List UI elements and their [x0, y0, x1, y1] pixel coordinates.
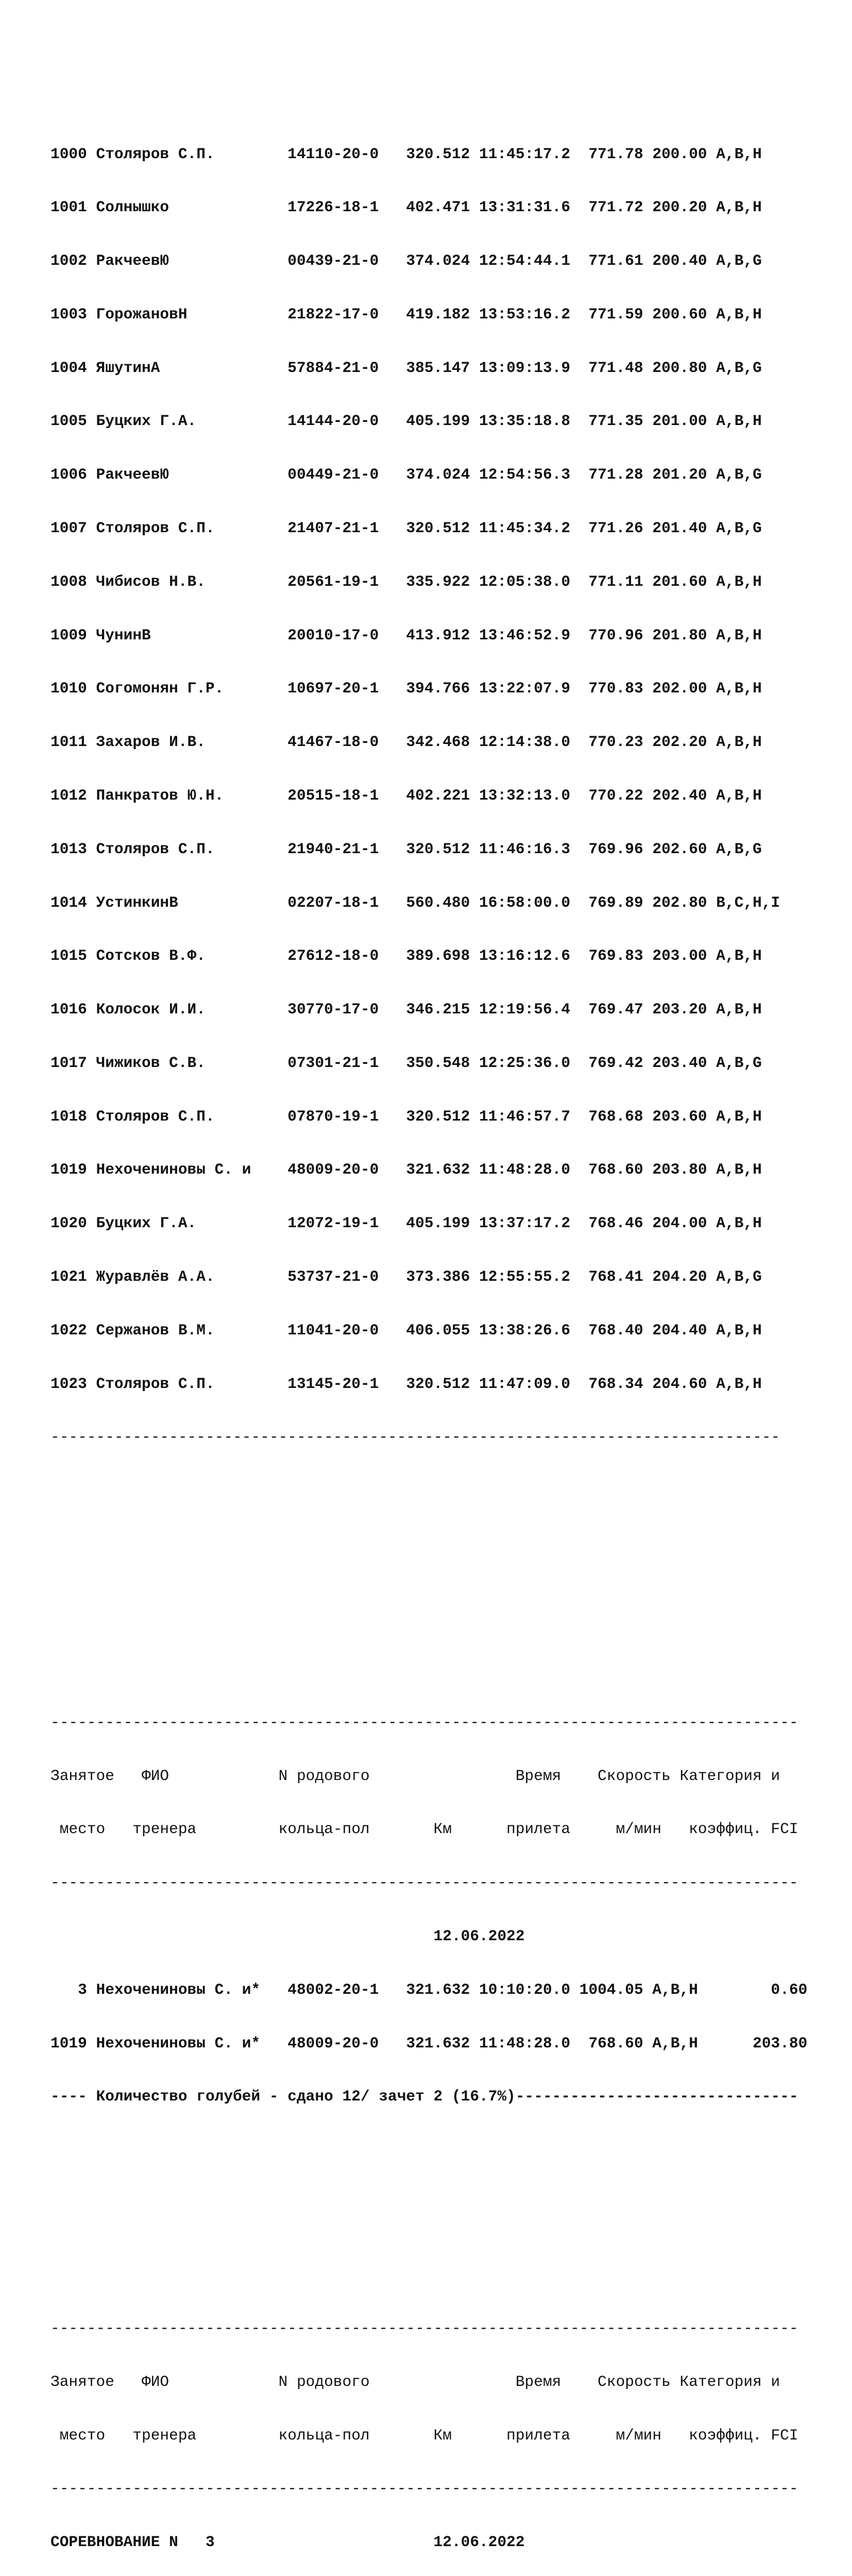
table-row: 1010 Согомонян Г.Р. 10697-20-1 394.766 13:22:07.9 770.83 202.00 A,B,H: [50, 680, 762, 698]
column-header: место тренера кольца-пол Км прилета м/мин коэффиц. FCI: [50, 1820, 798, 1838]
table-row: 1007 Столяров С.П. 21407-21-1 320.512 11:45:34.2 771.26 201.40 A,B,G: [50, 519, 762, 537]
divider: ----------------------------------------------------------------------------------: [50, 2319, 798, 2337]
table-row: 1016 Колосок И.И. 30770-17-0 346.215 12:19:56.4 769.47 203.20 A,B,H: [50, 1001, 762, 1019]
divider: ----------------------------------------------------------------------------------: [50, 2480, 798, 2498]
column-header: Занятое ФИО N родового Время Скорость Категория и: [50, 2372, 780, 2391]
column-header: место тренера кольца-пол Км прилета м/мин коэффиц. FCI: [50, 2426, 798, 2444]
table-row: 1017 Чижиков С.В. 07301-21-1 350.548 12:25:36.0 769.42 203.40 A,B,G: [50, 1054, 762, 1072]
date-line: СОРЕВНОВАНИЕ N 3 12.06.2022: [50, 2533, 525, 2551]
section-2: [50, 2284, 816, 2576]
table-row: 1000 Столяров С.П. 14110-20-0 320.512 11:45:17.2 771.78 200.00 A,B,H: [50, 145, 762, 163]
table-row: 1005 Буцких Г.А. 14144-20-0 405.199 13:35:18.8 771.35 201.00 A,B,H: [50, 412, 762, 430]
table-row: 1019 Нехочениновы С. и* 48009-20-0 321.632 11:48:28.0 768.60 A,B,H 203.80: [50, 2034, 808, 2052]
table-row: 1021 Журавлёв А.А. 53737-21-0 373.386 12:55:55.2 768.41 204.20 A,B,G: [50, 1267, 762, 1285]
spacer: [50, 1589, 816, 1607]
table-row: 1003 ГорожановН 21822-17-0 419.182 13:53:16.2 771.59 200.60 A,B,H: [50, 305, 762, 323]
table-row: 1020 Буцких Г.А. 12072-19-1 405.199 13:37:17.2 768.46 204.00 A,B,H: [50, 1214, 762, 1232]
section-1: [50, 1678, 816, 2141]
table-row: 1011 Захаров И.В. 41467-18-0 342.468 12:14:38.0 770.23 202.20 A,B,H: [50, 733, 762, 751]
divider: ----------------------------------------------------------------------------------: [50, 1713, 798, 1731]
table-row: 1019 Нехочениновы С. и 48009-20-0 321.632 11:48:28.0 768.60 203.80 A,B,H: [50, 1161, 762, 1179]
results-report: [50, 38, 816, 2576]
table-row: 1013 Столяров С.П. 21940-21-1 320.512 11:46:16.3 769.96 202.60 A,B,G: [50, 840, 762, 858]
table-row: 3 Нехочениновы С. и* 48002-20-1 321.632 10:10:20.0 1004.05 A,B,H 0.60: [50, 1980, 808, 1998]
spacer: [50, 1535, 816, 1553]
divider: ----------------------------------------------------------------------------------: [50, 1874, 798, 1892]
top-results-table: [50, 109, 816, 1482]
table-row: 1004 ЯшутинА 57884-21-0 385.147 13:09:13.9 771.48 200.80 A,B,G: [50, 359, 762, 377]
table-row: 1023 Столяров С.П. 13145-20-1 320.512 11:47:09.0 768.34 204.60 A,B,H: [50, 1375, 762, 1393]
date-line: 12.06.2022: [50, 1927, 525, 1945]
table-row: 1002 РакчеевЮ 00439-21-0 374.024 12:54:44.1 771.61 200.40 A,B,G: [50, 252, 762, 270]
table-row: 1018 Столяров С.П. 07870-19-1 320.512 11:46:57.7 768.68 203.60 A,B,H: [50, 1107, 762, 1125]
table-row: 1006 РакчеевЮ 00449-21-0 374.024 12:54:56.3 771.28 201.20 A,B,G: [50, 466, 762, 484]
table-row: 1001 Солнышко 17226-18-1 402.471 13:31:31.6 771.72 200.20 A,B,H: [50, 198, 762, 216]
table-row: 1012 Панкратов Ю.Н. 20515-18-1 402.221 13:32:13.0 770.22 202.40 A,B,H: [50, 786, 762, 804]
table-row: 1009 ЧунинВ 20010-17-0 413.912 13:46:52.9 770.96 201.80 A,B,H: [50, 626, 762, 644]
spacer: [50, 2195, 816, 2213]
table-row: 1022 Сержанов В.М. 11041-20-0 406.055 13:38:26.6 768.40 204.40 A,B,H: [50, 1321, 762, 1339]
divider: --------------------------------------------------------------------------------: [50, 1428, 780, 1446]
summary-line: ---- Количество голубей - сдано 12/ зачет 2 (16.7%)-------------------------------: [50, 2088, 798, 2106]
column-header: Занятое ФИО N родового Время Скорость Категория и: [50, 1767, 780, 1785]
table-row: 1008 Чибисов Н.В. 20561-19-1 335.922 12:05:38.0 771.11 201.60 A,B,H: [50, 572, 762, 590]
table-row: 1015 Сотсков В.Ф. 27612-18-0 389.698 13:16:12.6 769.83 203.00 A,B,H: [50, 947, 762, 965]
table-row: 1014 УстинкинВ 02207-18-1 560.480 16:58:00.0 769.89 202.80 B,C,H,I: [50, 893, 780, 911]
